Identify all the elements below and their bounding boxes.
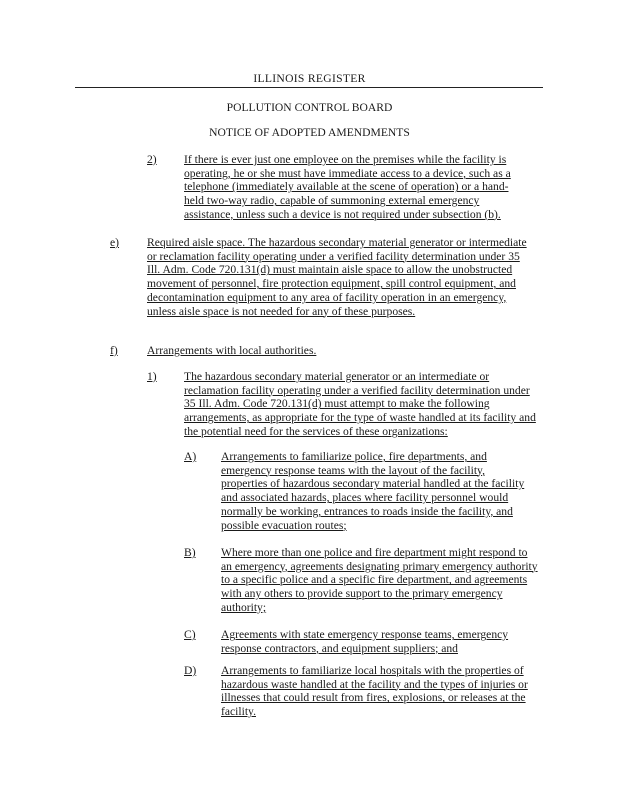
item-f1-text: The hazardous secondary material generator or an intermediate or reclamation facility operating under a verified facility determination under 35 Ill. Adm. Code 720.131(d) must attempt to make the following arrangements, as appropriate for the type of waste handled at its facility and the potential need for the services of these organizations: [184, 370, 536, 438]
item-f-text: Arrangements with local authorities. [147, 344, 317, 357]
item-D-text: Arrangements to familiarize local hospitals with the properties of hazardous waste handled at the facility and the types of injuries or illnesses that could result from fires, explosions, or releases at the facility. [221, 664, 528, 719]
item-A-text: Arrangements to familiarize police, fire departments, and emergency response teams with the layout of the facility, properties of hazardous secondary material handled at the facility and associated hazards, places where facility personnel would normally be working, entrances to roads inside the facility, and possible evacuation routes; [221, 450, 525, 532]
item-2-text: If there is ever just one employee on the premises while the facility is operating, he or she must have immediate access to a device, such as a telephone (immediately available at the scene of operation) or a hand-held two-way radio, capable of summoning external emergency assistance, unless such a device is not required under subsection (b). [184, 153, 511, 221]
item-A-label: A) [184, 450, 197, 463]
item-C-label: C) [184, 628, 196, 641]
item-f1-label: 1) [147, 370, 157, 383]
item-e-label: e) [110, 236, 120, 249]
item-D-label: D) [184, 664, 197, 677]
item-e-text: Required aisle space. The hazardous secondary material generator or intermediate or reclamation facility operating under a verified facility determination under 35 Ill. Adm. Code 720.131(d) must maintain aisle space to allow the unobstructed movement of personnel, fire protection equipment, spill control equipment, and decontamination equipment to any area of facility operation in an emergency, unless aisle space is not needed for any of these purposes. [147, 236, 527, 318]
board-title: POLLUTION CONTROL BOARD [226, 101, 393, 114]
item-B-label: B) [184, 546, 196, 559]
item-2-label: 2) [147, 153, 157, 166]
item-f-label: f) [110, 344, 118, 357]
item-B-text: Where more than one police and fire department might respond to an emergency, agreements designating primary emergency authority to a specific police and a specific fire department, and agreements with any others to provide support to the primary emergency authority; [221, 546, 538, 614]
header-rule [75, 87, 543, 88]
register-header: ILLINOIS REGISTER [253, 72, 366, 85]
item-C-text: Agreements with state emergency response teams, emergency response contractors, and equipment suppliers; and [221, 628, 509, 655]
notice-title: NOTICE OF ADOPTED AMENDMENTS [209, 126, 410, 139]
